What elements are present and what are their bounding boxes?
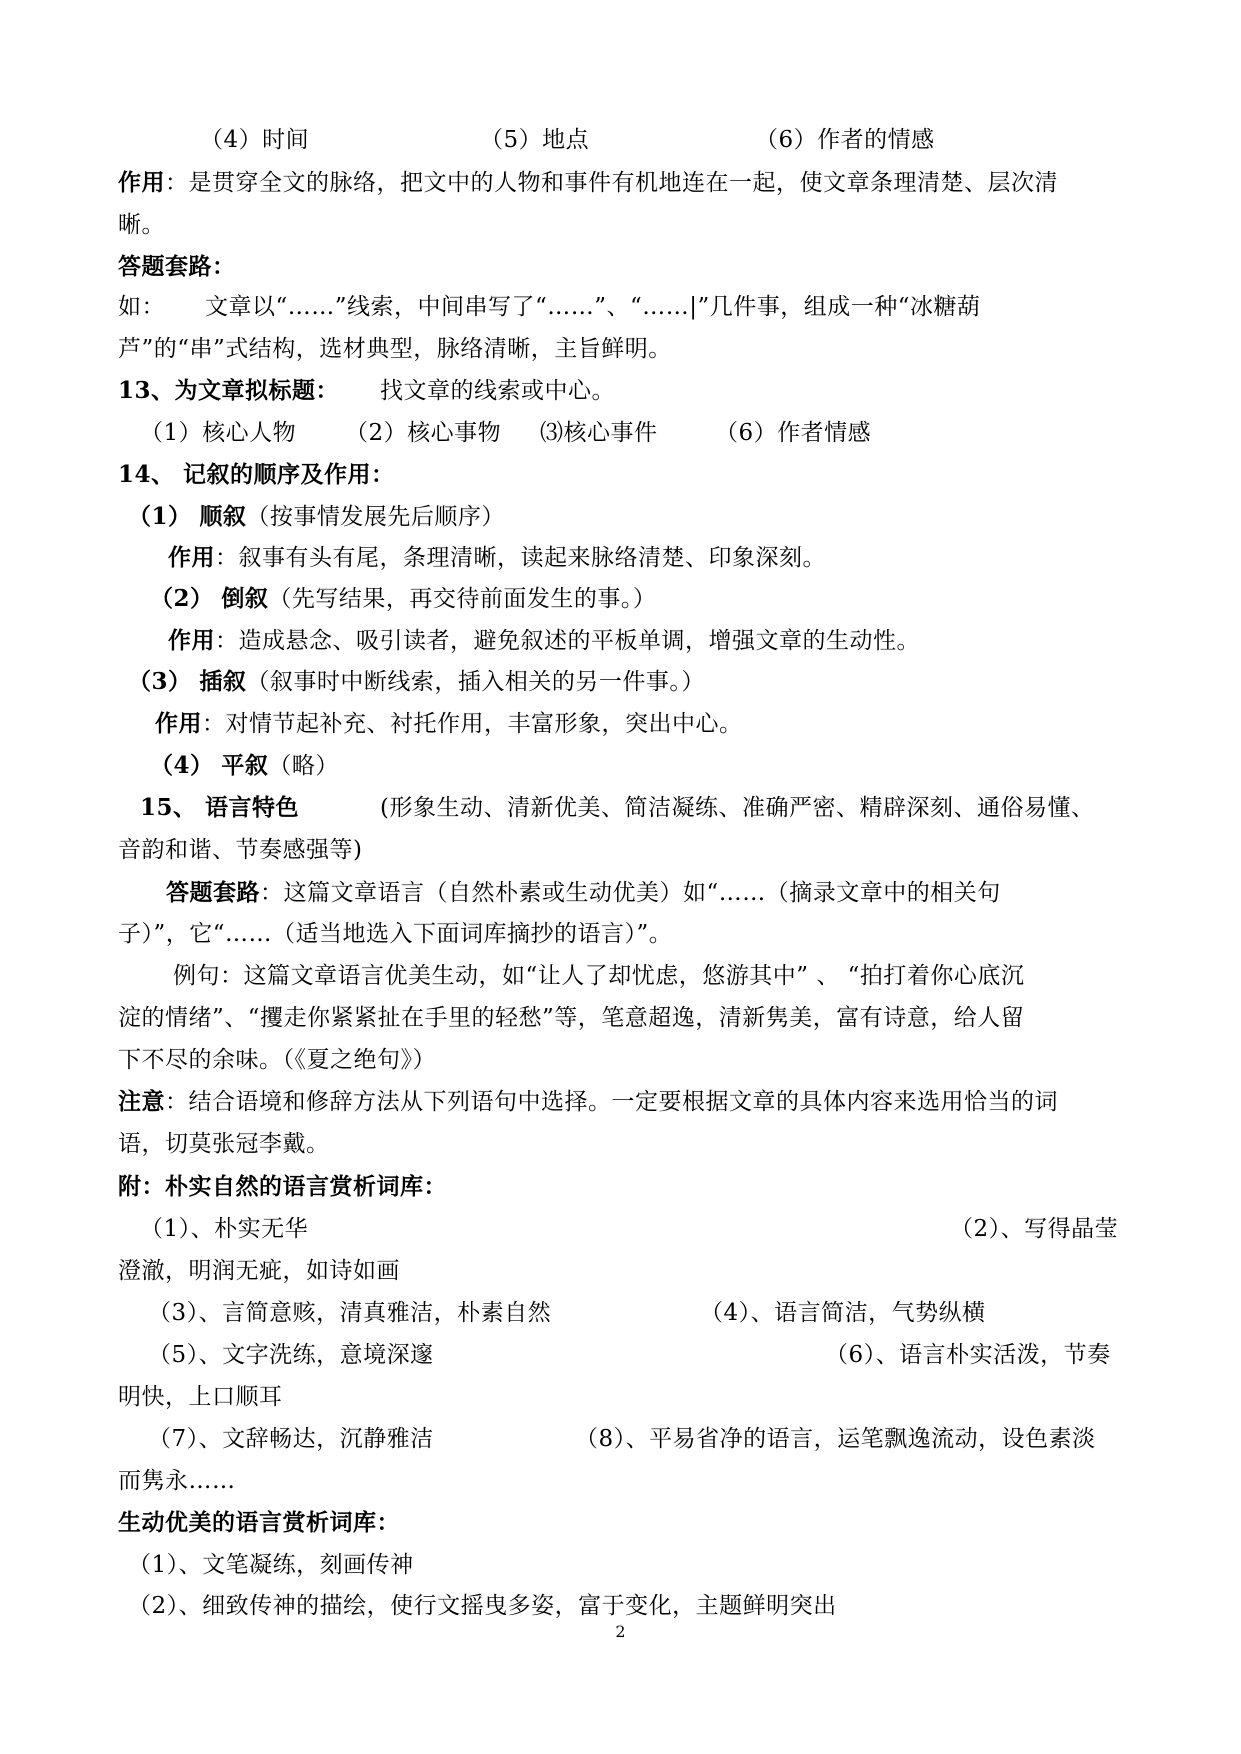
note-label: 注意 [118,1088,165,1115]
item-number: （2） [150,585,214,612]
item-name: 平叙 [221,752,269,779]
item-desc: （按事情发展先后顺序） [246,504,505,530]
item-desc: （略） [268,753,339,779]
list-item: （8）、平易省净的语言，运笔飘逸流动，设色素淡 [575,1426,1096,1452]
item-number: （3） [128,668,192,695]
list-item: （7）、文辞畅达，沉静雅洁 [148,1426,434,1452]
section-heading: 生动优美的语言赏析词库： [118,1509,400,1536]
list-item: （5）地点 [480,127,590,153]
pattern-label: 答题套路 [166,879,260,906]
paragraph-line: (形象生动、清新优美、简洁凝练、准确严密、精辟深刻、通俗易懂、 [380,795,1095,821]
list-item: （1）、朴实无华 [140,1216,309,1242]
section-heading: 答题套路： [118,253,236,280]
section-heading: 语言特色 [205,794,299,821]
list-item: 明快，上口顺耳 [118,1384,283,1410]
item-name: 倒叙 [221,585,269,612]
list-item: （4）、语言简洁，气势纵横 [700,1300,986,1326]
list-item: （1）、文笔凝练，刻画传神 [128,1552,414,1578]
sequence-item [128,667,705,697]
section-heading: 14、 记叙的顺序及作用： [118,461,395,488]
list-item: 而隽永…… [118,1468,236,1494]
list-item: （6）作者的情感 [755,127,935,153]
page-number: 2 [615,1622,626,1641]
paragraph-line: 语，切莫张冠李戴。 [118,1131,330,1157]
list-item: （1）核心人物 [140,420,297,446]
item-number: （1） [128,503,192,530]
item-desc: （叙事时中断线索，插入相关的另一件事。） [246,669,705,695]
paragraph-line: 淀的情绪”、“攫走你紧紧扯在手里的轻愁”等，笔意超逸，清新隽美，富有诗意，给人留 [118,1005,1025,1031]
effect-label: 作用 [155,710,202,737]
sequence-item [150,584,656,614]
effect-text: ：造成悬念、吸引读者，避免叙述的平板单调，增强文章的生动性。 [215,628,920,654]
list-item: （2）、写得晶莹 [950,1216,1119,1242]
section-number: 15、 [140,794,197,821]
paragraph-line [166,878,1001,908]
item-name: 顺叙 [199,503,247,530]
paragraph-line [118,168,1058,198]
item-number: （4） [150,752,214,779]
paragraph-text: ：这篇文章语言（自然朴素或生动优美）如“……（摘录文章中的相关句 [260,880,1001,906]
item-name: 插叙 [199,668,247,695]
paragraph-line: 如： [118,294,165,320]
effect-line [168,626,920,656]
effect-label: 作用 [168,627,215,654]
list-item: （4）时间 [200,127,310,153]
list-item: （3）、言简意赅，清真雅洁，朴素自然 [148,1300,552,1326]
paragraph-text: ：结合语境和修辞方法从下列语句中选择。一定要根据文章的具体内容来选用恰当的词 [165,1089,1058,1115]
list-item: 澄澈，明润无疵，如诗如画 [118,1258,400,1284]
list-item: （6）、语言朴实活泼，节奏 [825,1342,1111,1368]
list-item: （2）、细致传神的描绘，使行文摇曳多姿，富于变化，主题鲜明突出 [128,1593,837,1619]
effect-line [155,709,743,739]
section-heading: 附：朴实自然的语言赏析词库： [118,1173,447,1200]
list-item: （6）作者情感 [715,420,872,446]
paragraph-line: 例句：这篇文章语言优美生动，如“让人了却忧虑，悠游其中” 、 “拍打着你心底沉 [173,963,1025,989]
paragraph-line: 找文章的线索或中心。 [380,378,615,404]
effect-text: ：对情节起补充、衬托作用，丰富形象，突出中心。 [202,711,743,737]
item-desc: （先写结果，再交待前面发生的事。） [268,586,657,612]
sequence-item [150,751,339,781]
effect-label: 作用 [168,544,215,571]
paragraph-line: 文章以“……”线索，中间串写了“……”、“……|”几件事，组成一种“冰糖葫 [205,294,981,320]
effect-line [168,543,826,573]
section-heading: 13、为文章拟标题： [118,377,340,404]
list-item: （5）、文字洗练，意境深邃 [148,1342,434,1368]
list-item: （2）核心事物 [345,420,502,446]
paragraph-line: 芦”的“串”式结构，选材典型，脉络清晰，主旨鲜明。 [118,336,672,362]
paragraph-line [118,1087,1058,1117]
effect-text: ：叙事有头有尾，条理清晰，读起来脉络清楚、印象深刻。 [215,545,826,571]
paragraph-line: 音韵和谐、节奏感强等) [118,837,363,863]
list-item: ⑶核心事件 [540,420,658,446]
paragraph-line: 晰。 [118,212,165,238]
paragraph-line: 子）”，它“……（适当地选入下面词库摘抄的语言）”。 [118,921,673,947]
paragraph-text: ：是贯穿全文的脉络，把文中的人物和事件有机地连在一起，使文章条理清楚、层次清 [165,170,1058,196]
zuoyong-label: 作用 [118,169,165,196]
sequence-item [128,502,505,532]
paragraph-line: 下不尽的余味。（《夏之绝句》） [118,1047,436,1073]
